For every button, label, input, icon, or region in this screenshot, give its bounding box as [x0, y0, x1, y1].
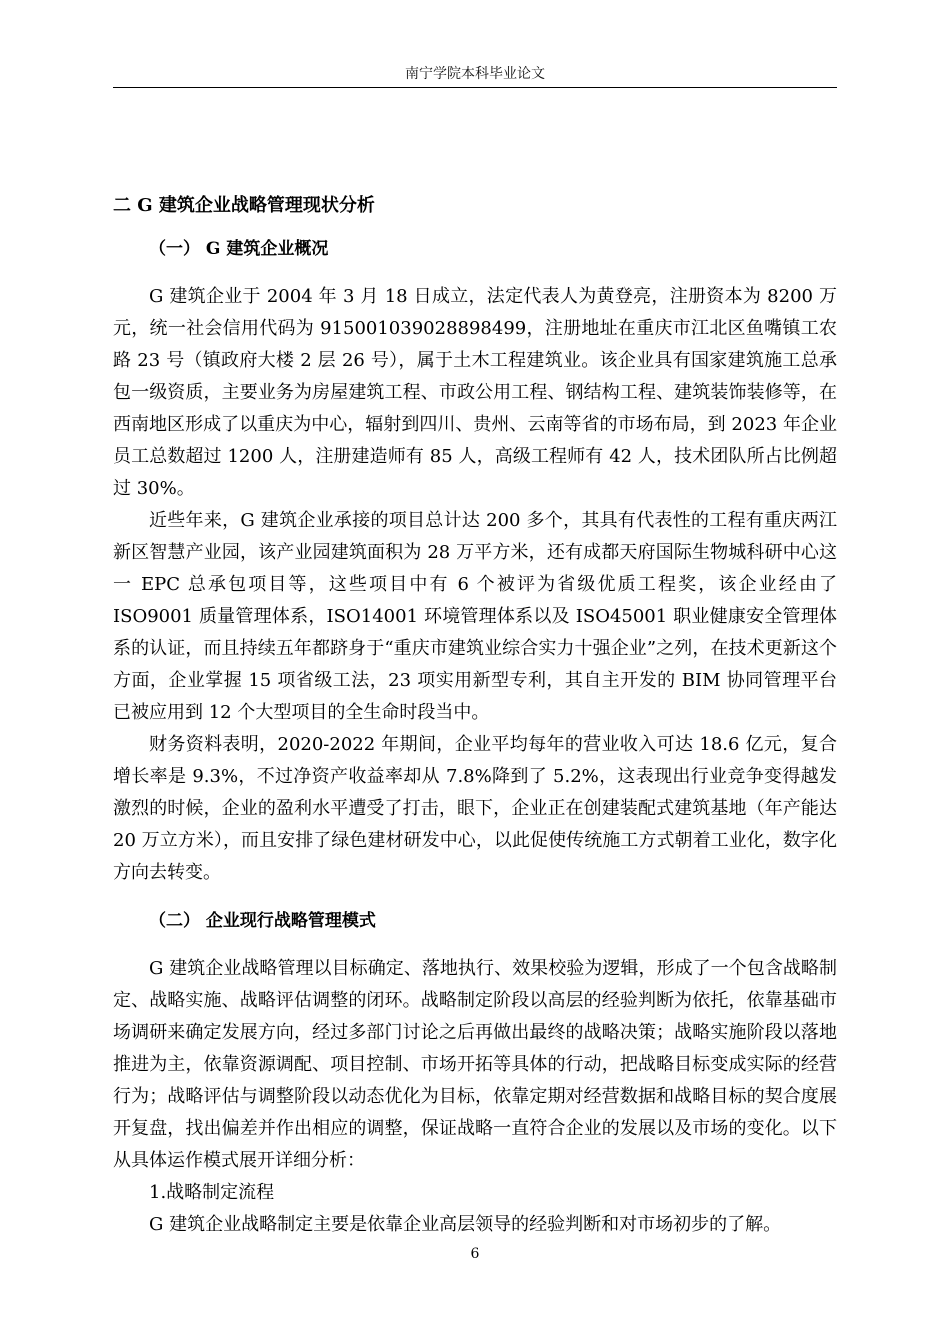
- paragraph-overview-2: 近些年来，G 建筑企业承接的项目总计达 200 多个，其具有代表性的工程有重庆两江新区智慧产业园，该产业园建筑面积为 28 万平方米，还有成都天府国际生物城科研中心这一 EPC 总承包项目等，这些项目中有 6 个被评为省级优质工程奖，该企业经由了 ISO9001 质量管理体系，ISO14001 环境管理体系以及 ISO45001 职业健康安全管理体系的认证，而且持续五年都跻身于“重庆市建筑业综合实力十强企业”之列，在技术更新这个方面，企业掌握 15 项省级工法，23 项实用新型专利，其自主开发的 BIM 协同管理平台已被应用到 12 个大型项目的全生命时段当中。: [113, 510, 837, 723]
- subsection-heading-strategy-mode: （二） 企业现行战略管理模式: [149, 911, 376, 931]
- list-item-label: 1.战略制定流程: [149, 1182, 275, 1203]
- paragraph-overview-1: G 建筑企业于 2004 年 3 月 18 日成立，法定代表人为黄登亮，注册资本为 8200 万元，统一社会信用代码为 915001039028898499，注册地址在重庆市江北区鱼嘴镇工农路 23 号（镇政府大楼 2 层 26 号），属于土木工程建筑业。该企业具有国家建筑施工总承包一级资质，主要业务为房屋建筑工程、市政公用工程、钢结构工程、建筑装饰装修等，在西南地区形成了以重庆为中心，辐射到四川、贵州、云南等省的市场布局，到 2023 年企业员工总数超过 1200 人，注册建造师有 85 人，高级工程师有 42 人，技术团队所占比例超过 30%。: [113, 286, 837, 499]
- paragraph-strategy-formulation: G 建筑企业战略制定主要是依靠企业高层领导的经验判断和对市场初步的了解。: [149, 1214, 782, 1235]
- page-number: 6: [470, 1246, 480, 1262]
- subsection-heading-overview: （一） G 建筑企业概况: [149, 239, 329, 259]
- paragraph-strategy-mode-1: G 建筑企业战略管理以目标确定、落地执行、效果校验为逻辑，形成了一个包含战略制定、战略实施、战略评估调整的闭环。战略制定阶段以高层的经验判断为依托，依靠基础市场调研来确定发展方向，经过多部门讨论之后再做出最终的战略决策；战略实施阶段以落地推进为主，依靠资源调配、项目控制、市场开拓等具体的行动，把战略目标变成实际的经营行为；战略评估与调整阶段以动态优化为目标，依靠定期对经营数据和战略目标的契合度展开复盘，找出偏差并作出相应的调整，保证战略一直符合企业的发展以及市场的变化。以下从具体运作模式展开详细分析：: [113, 958, 837, 1171]
- section-heading: 二 G 建筑企业战略管理现状分析: [113, 195, 375, 216]
- page-body: [113, 188, 837, 1241]
- paragraph-overview-3: 财务资料表明，2020-2022 年期间，企业平均每年的营业收入可达 18.6 亿元，复合增长率是 9.3%，不过净资产收益率却从 7.8%降到了 5.2%，这表现出行业竞争变得越发激烈的时候，企业的盈利水平遭受了打击，眼下，企业正在创建装配式建筑基地（年产能达 20 万立方米），而且安排了绿色建材研发中心，以此促使传统施工方式朝着工业化，数字化方向去转变。: [113, 734, 837, 883]
- header-divider: [113, 87, 837, 88]
- running-header: 南宁学院本科毕业论文: [405, 66, 545, 82]
